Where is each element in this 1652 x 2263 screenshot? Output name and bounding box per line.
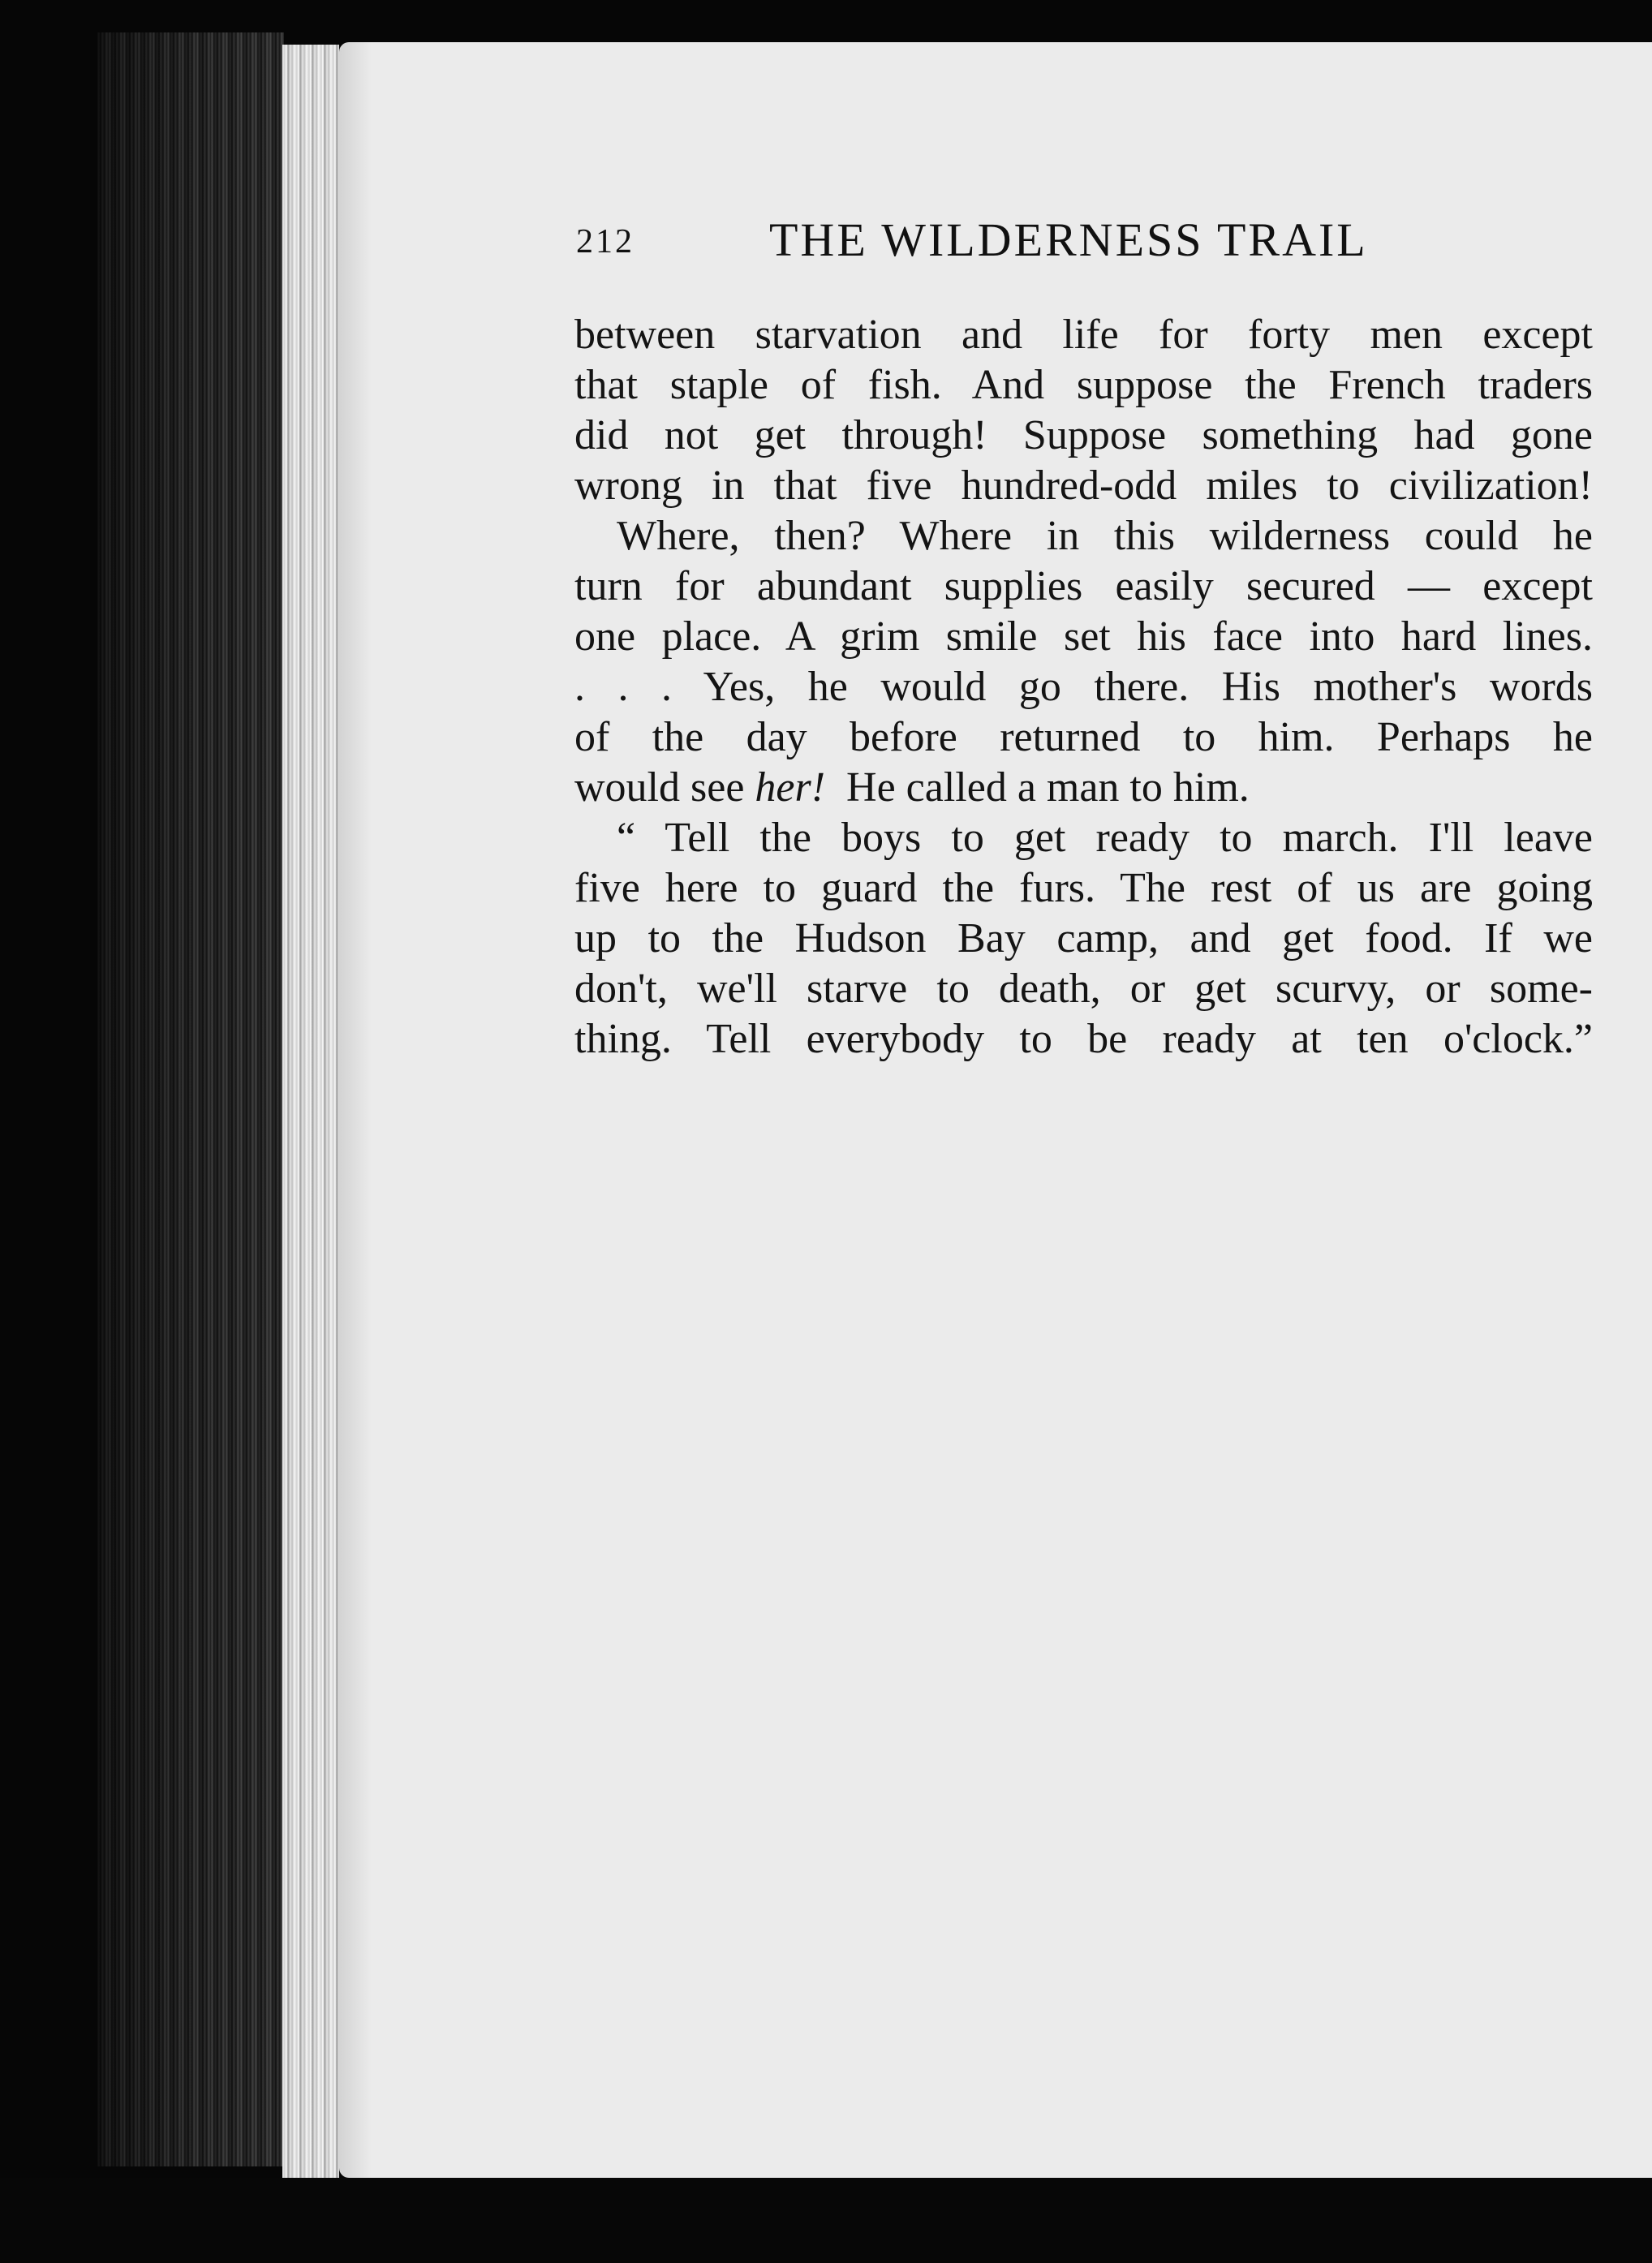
text-line: one place. A grim smile set his face into hard lines. (574, 613, 1593, 660)
text-line: of the day before returned to him. Perhaps he (574, 714, 1593, 760)
text-line: turn for abundant supplies easily secured — except (574, 563, 1593, 609)
page-edges-shadow (97, 32, 284, 2166)
text-line: . . . Yes, he would go there. His mother's words (574, 664, 1593, 710)
text-line: don't, we'll starve to death, or get scurvy, or some- (574, 966, 1593, 1012)
text-line: thing. Tell everybody to be ready at ten o'clock.” (574, 1016, 1593, 1062)
running-head (576, 213, 1590, 277)
text-fragment: He called a man to him. (846, 764, 1250, 811)
text-line: five here to guard the furs. The rest of us are going (574, 865, 1593, 911)
page-gutter-shadow (339, 42, 372, 2178)
text-line: “ Tell the boys to get ready to march. I'll leave (617, 815, 1593, 861)
text-line: did not get through! Suppose something had gone (574, 412, 1593, 458)
page-body (574, 310, 1593, 1065)
text-line: that staple of fish. And suppose the French traders (574, 362, 1593, 408)
italic-emphasis: her! (755, 764, 826, 811)
text-line: wrong in that five hundred-odd miles to civilization! (574, 462, 1593, 509)
text-line (574, 763, 1593, 813)
page-number: 212 (576, 223, 635, 260)
book-title: THE WILDERNESS TRAIL (769, 213, 1368, 266)
scan-bottom-border (0, 2178, 1652, 2263)
text-line: up to the Hudson Bay camp, and get food. If we (574, 915, 1593, 962)
text-line: Where, then? Where in this wilderness could he (617, 513, 1593, 559)
book-gutter (282, 45, 339, 2179)
text-line: between starvation and life for forty men except (574, 312, 1593, 358)
text-fragment: would see (574, 764, 745, 811)
